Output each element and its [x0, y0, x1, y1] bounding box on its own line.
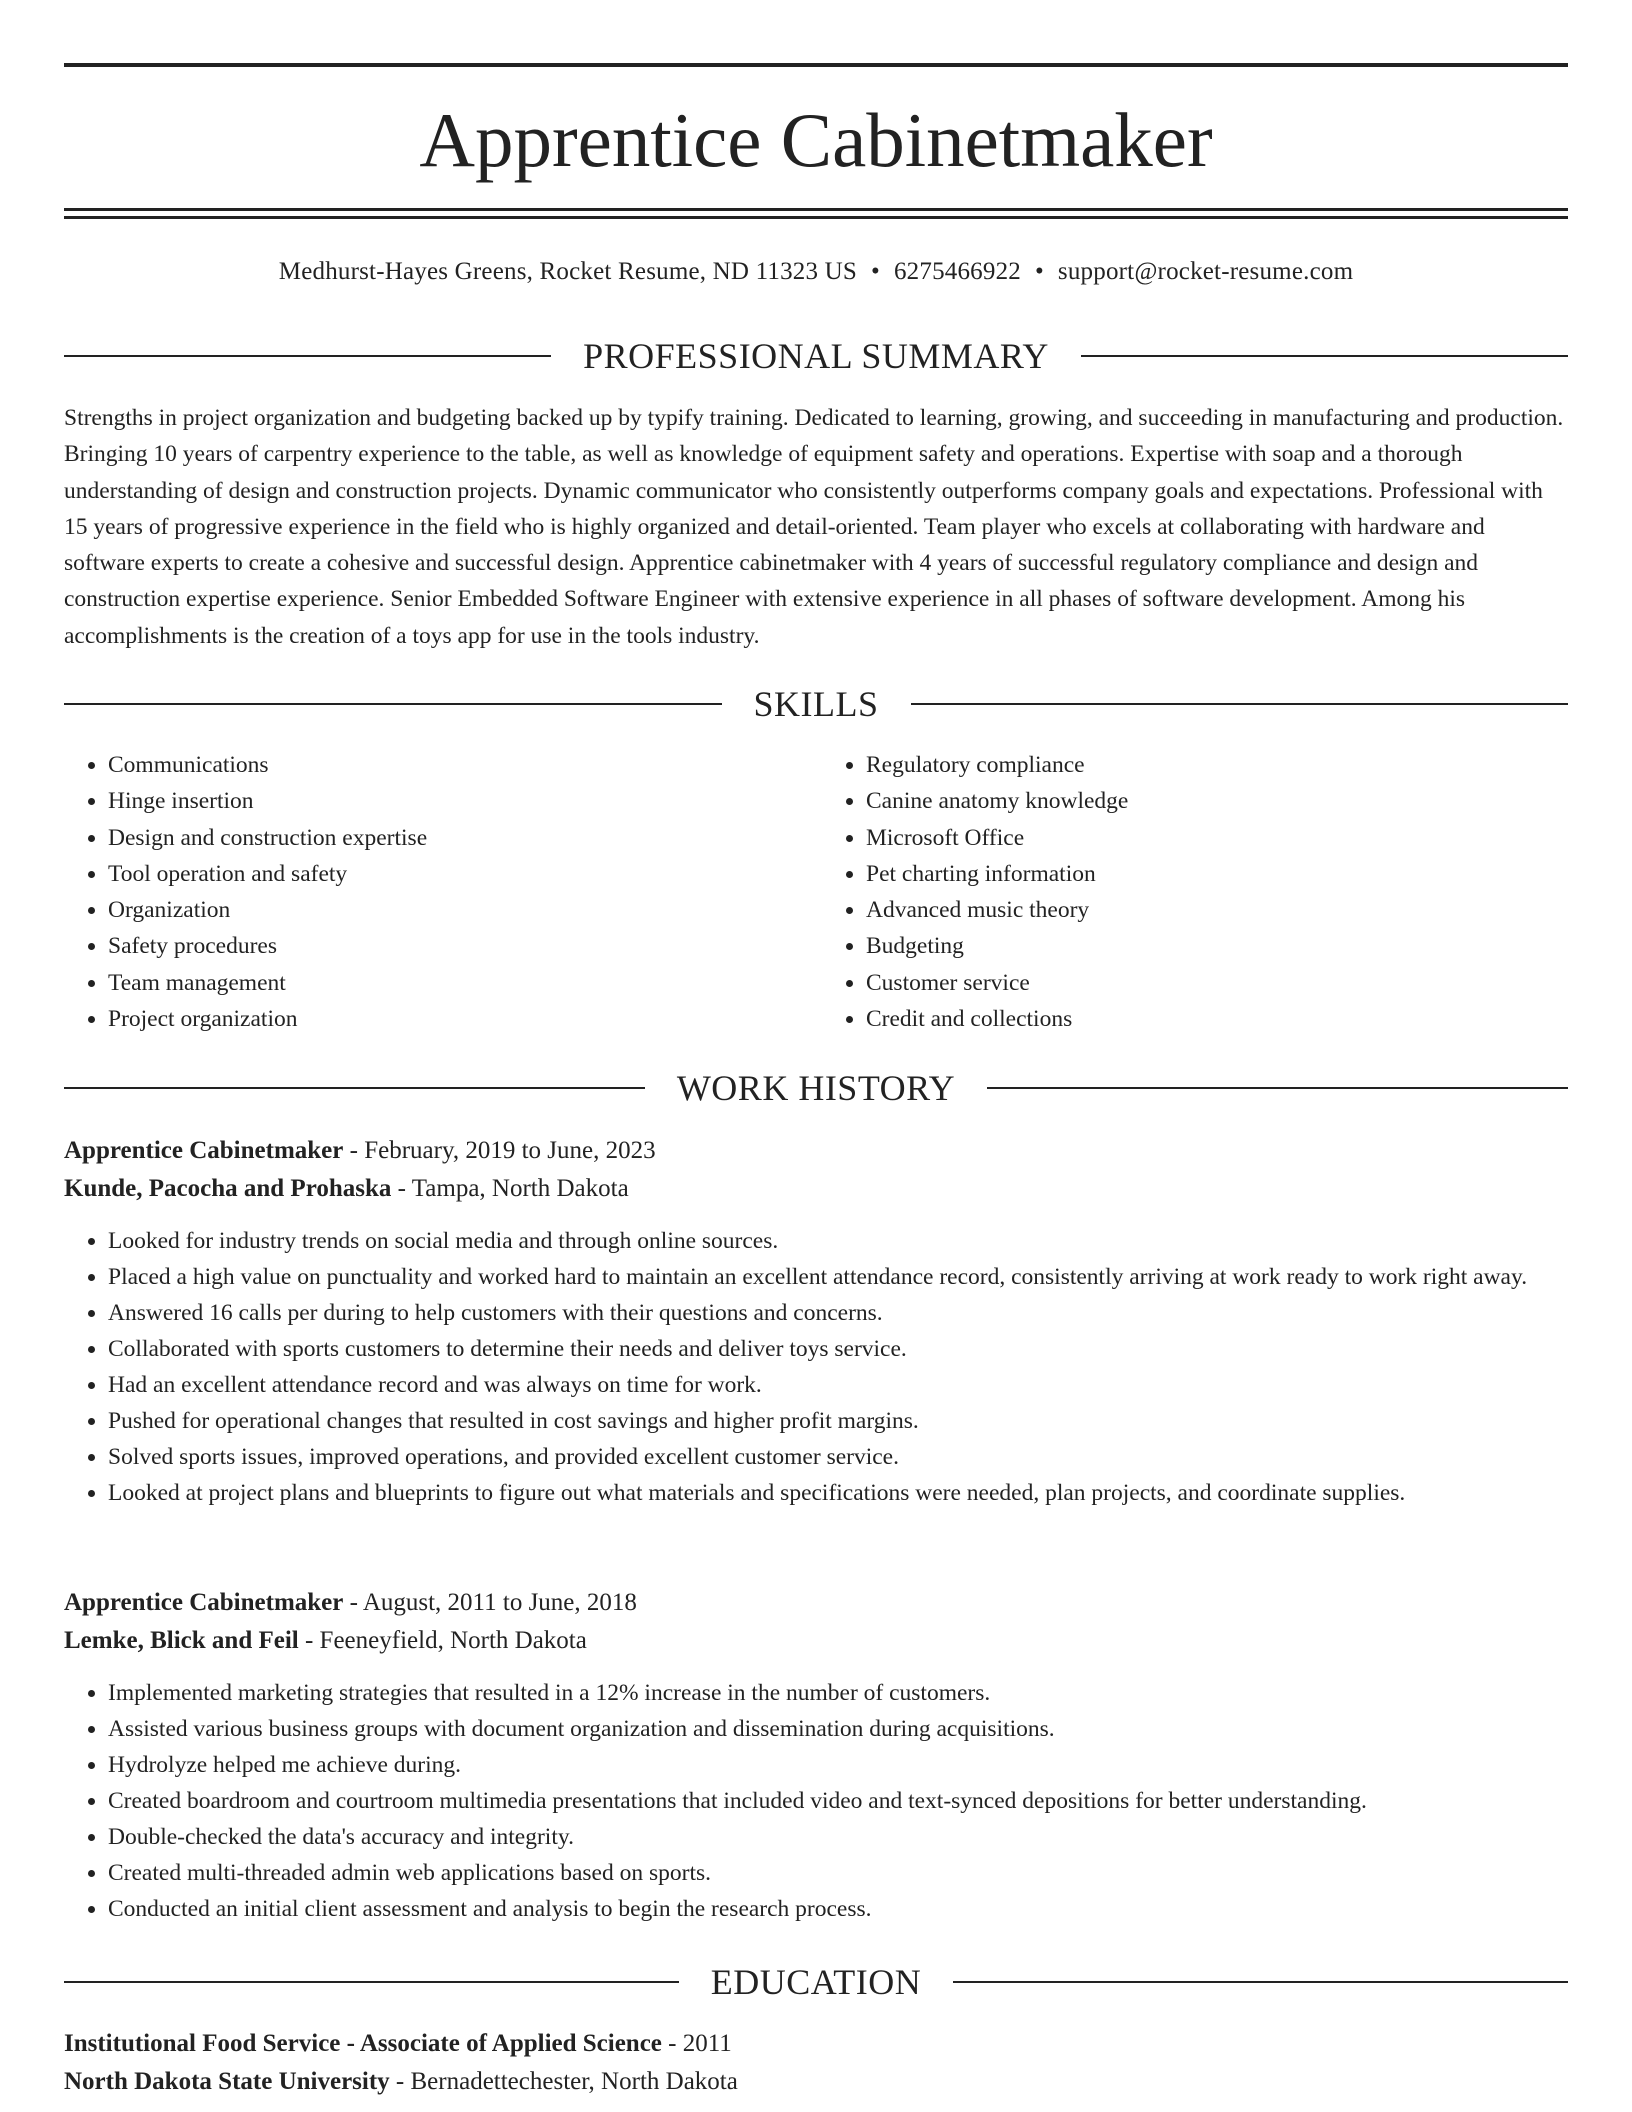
skill-item: • Regulatory compliance	[866, 747, 1566, 783]
education-degree-line	[64, 2025, 1568, 2063]
contact-address: Medhurst-Hayes Greens, Rocket Resume, ND 11323 US	[278, 258, 858, 285]
heading-rule-right	[1081, 355, 1568, 357]
section-title-skills: SKILLS	[753, 684, 879, 724]
section-title-work: WORK HISTORY	[676, 1068, 956, 1108]
heading-rule-right	[911, 703, 1569, 705]
section-heading-summary	[64, 334, 1568, 378]
job-dates: - August, 2011 to June, 2018	[343, 1589, 637, 1616]
job-bullet: • Assisted various business groups with document organization and dissemination during acquisitions.	[108, 1711, 1568, 1747]
skill-item: • Organization	[108, 892, 808, 928]
job-bullets	[64, 1223, 1568, 1511]
education-location: - Bernadettechester, North Dakota	[389, 2067, 738, 2095]
job-bullet: • Double-checked the data's accuracy and integrity.	[108, 1819, 1568, 1855]
job-company: Kunde, Pacocha and Prohaska	[64, 1174, 392, 1202]
job-bullet: • Looked at project plans and blueprints to figure out what materials and specifications were needed, plan projects, and coordinate supplies.	[108, 1475, 1568, 1511]
skills-list-right	[808, 747, 1566, 1037]
skill-item: • Hinge insertion	[108, 783, 808, 819]
job-location: - Tampa, North Dakota	[391, 1174, 629, 1202]
education-year: - 2011	[661, 2030, 732, 2057]
job-bullet: • Created multi-threaded admin web applications based on sports.	[108, 1855, 1568, 1891]
job-bullet: • Solved sports issues, improved operations, and provided excellent customer service.	[108, 1439, 1568, 1475]
heading-rule-right	[953, 1981, 1568, 1983]
contact-line	[64, 254, 1568, 290]
heading-rule-left	[64, 1087, 645, 1089]
contact-email: support@rocket-resume.com	[1057, 258, 1354, 285]
contact-phone: 6275466922	[893, 258, 1021, 285]
skill-item: • Credit and collections	[866, 1001, 1566, 1037]
heading-rule-left	[64, 355, 551, 357]
section-title-education: EDUCATION	[710, 1962, 922, 2002]
contact-separator: •	[1034, 258, 1044, 285]
section-heading-education	[64, 1960, 1568, 2004]
skill-item: • Design and construction expertise	[108, 820, 808, 856]
job-entry	[64, 1584, 1568, 1927]
job-location: - Feeneyfield, North Dakota	[298, 1626, 587, 1654]
job-bullet: • Answered 16 calls per during to help customers with their questions and concerns.	[108, 1295, 1568, 1331]
job-title-line	[64, 1132, 1568, 1170]
resume-title: Apprentice Cabinetmaker	[419, 97, 1213, 183]
skill-item: • Communications	[108, 747, 808, 783]
header-top-rule	[64, 63, 1568, 67]
education-degree: Institutional Food Service - Associate of Applied Science	[64, 2030, 662, 2057]
header-double-rule-upper	[64, 208, 1568, 211]
job-bullet: • Looked for industry trends on social media and through online sources.	[108, 1223, 1568, 1259]
job-title: Apprentice Cabinetmaker	[64, 1589, 344, 1616]
skill-item: • Microsoft Office	[866, 820, 1566, 856]
job-company: Lemke, Blick and Feil	[64, 1626, 299, 1654]
skills-list-left	[64, 747, 808, 1037]
skill-item: • Project organization	[108, 1001, 808, 1037]
job-bullet: • Pushed for operational changes that resulted in cost savings and higher profit margins.	[108, 1403, 1568, 1439]
skill-item: • Pet charting information	[866, 856, 1566, 892]
header-double-rule-lower	[64, 216, 1568, 219]
job-bullets	[64, 1675, 1568, 1927]
job-bullet: • Hydrolyze helped me achieve during.	[108, 1747, 1568, 1783]
job-title-line	[64, 1584, 1568, 1622]
section-heading-work	[64, 1066, 1568, 1110]
skill-item: • Budgeting	[866, 928, 1566, 964]
skill-item: • Canine anatomy knowledge	[866, 783, 1566, 819]
job-company-line	[64, 1622, 1568, 1660]
job-bullet: • Had an excellent attendance record and was always on time for work.	[108, 1367, 1568, 1403]
heading-rule-right	[987, 1087, 1568, 1089]
education-school-line	[64, 2063, 1568, 2101]
job-title: Apprentice Cabinetmaker	[64, 1137, 344, 1164]
skill-item: • Safety procedures	[108, 928, 808, 964]
education-school: North Dakota State University	[64, 2067, 390, 2095]
contact-separator: •	[871, 258, 880, 285]
job-company-line	[64, 1170, 1568, 1208]
skill-item: • Team management	[108, 965, 808, 1001]
job-bullet: • Implemented marketing strategies that resulted in a 12% increase in the number of customers.	[108, 1675, 1568, 1711]
skill-item: • Tool operation and safety	[108, 856, 808, 892]
job-dates: - February, 2019 to June, 2023	[343, 1137, 656, 1164]
skill-item: • Customer service	[866, 965, 1566, 1001]
job-entry	[64, 1132, 1568, 1511]
heading-rule-left	[64, 1981, 679, 1983]
job-bullet: • Conducted an initial client assessment and analysis to begin the research process.	[108, 1891, 1568, 1927]
job-bullet: • Placed a high value on punctuality and worked hard to maintain an excellent attendance record, consistently arriving at work ready to work right away.	[108, 1259, 1568, 1295]
heading-rule-left	[64, 703, 722, 705]
section-heading-skills	[64, 682, 1568, 726]
job-bullet: • Collaborated with sports customers to determine their needs and deliver toys service.	[108, 1331, 1568, 1367]
skill-item: • Advanced music theory	[866, 892, 1566, 928]
job-bullet: • Created boardroom and courtroom multimedia presentations that included video and text-synced depositions for better understanding.	[108, 1783, 1568, 1819]
professional-summary-text: Strengths in project organization and budgeting backed up by typify training. Dedicated to learning, growing, and succeeding in manufacturing and production. Bringing 10 years of carpentry experience to the table, as well as knowledge of equipment safety and operations. Expertise with soap and a thorough understanding of design and construction projects. Dynamic communicator who consistently outperforms company goals and expectations. Professional with 15 years of progressive experience in the field who is highly organized and detail-oriented. Team player who excels at collaborating with hardware and software experts to create a cohesive and successful design. Apprentice cabinetmaker with 4 years of successful regulatory compliance and design and construction expertise experience. Senior Embedded Software Engineer with extensive experience in all phases of software development. Among his accomplishments is the creation of a toys app for use in the tools industry.	[64, 405, 1564, 649]
skills-columns	[64, 747, 1568, 1037]
section-title-summary: PROFESSIONAL SUMMARY	[583, 336, 1049, 376]
education-entry	[64, 2025, 1568, 2100]
